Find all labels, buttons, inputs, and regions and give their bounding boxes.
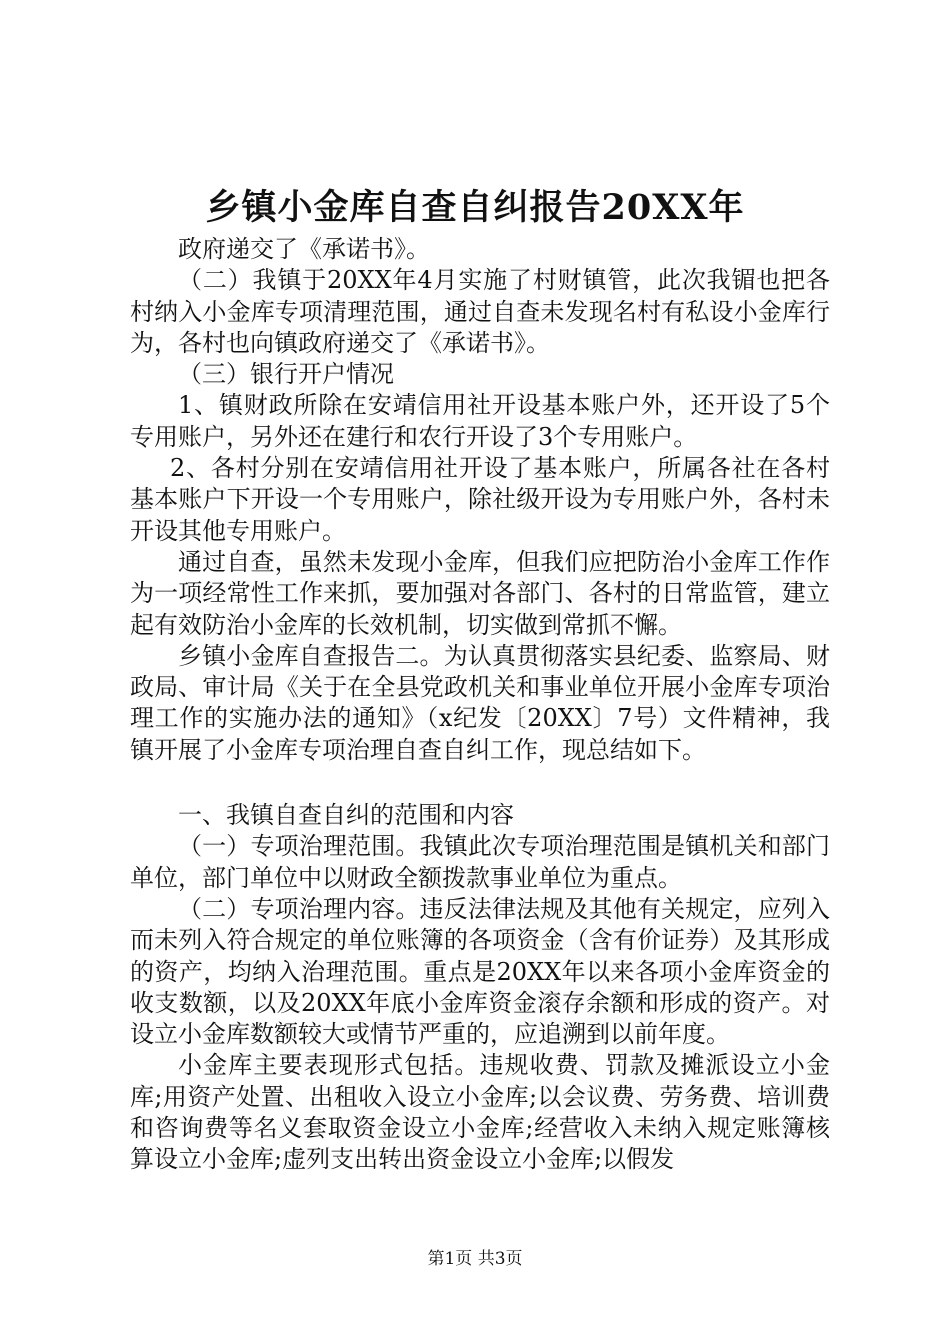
paragraph: 通过自查，虽然未发现小金库，但我们应把防治小金库工作作为一项经常性工作来抓，要加强对各部门、各村的日常监管，建立起有效防治小金库的长效机制，切实做到常抓不懈。 [130,547,830,639]
paragraph: 2、各村分别在安靖信用社开设了基本账户，所属各社在各村基本账户下开设一个专用账户，除社级开设为专用账户外，各村未开设其他专用账户。 [130,454,830,545]
paragraph: 乡镇小金库自查报告二。为认真贯彻落实县纪委、监察局、财政局、审计局《关于在全县党政机关和事业单位开展小金库专项治理工作的实施办法的通知》（x纪发〔20XX〕7号）文件精神，我镇开展了小金库专项治理自查自纠工作，现总结如下。 [130,641,830,764]
paragraph: 政府递交了《承诺书》。 [178,235,430,263]
paragraph: （二）我镇于20XX年4月实施了村财镇管，此次我镅也把各村纳入小金库专项清理范围，通过自查未发现名村有私设小金库行为，各村也向镇政府递交了《承诺书》。 [130,266,830,357]
paragraph: 小金库主要表现形式包括。违规收费、罚款及摊派设立小金库;用资产处置、出租收入设立小金库;以会议费、劳务费、培训费和咨询费等名义套取资金设立小金库;经营收入未纳入规定账簿核算设立小金库;虚列支出转出资金设立小金库;以假发 [130,1051,830,1174]
page-footer: 第1页 共3页 [427,1249,523,1269]
paragraph: 1、镇财政所除在安靖信用社开设基本账户外，还开设了5个专用账户，另外还在建行和农行开设了3个专用账户。 [130,391,830,451]
paragraph: （一）专项治理范围。我镇此次专项治理范围是镇机关和部门单位，部门单位中以财政全额拨款事业单位为重点。 [130,832,830,892]
paragraph: （三）银行开户情况 [178,360,394,389]
document-body [130,234,830,1176]
section-heading: 一、我镇自查自纠的范围和内容 [178,801,514,830]
document-title: 乡镇小金库自查自纠报告20XX年 [205,187,745,228]
paragraph: （二）专项治理内容。违反法律法规及其他有关规定，应列入而未列入符合规定的单位账簿的各项资金（含有价证券）及其形成的资产，均纳入治理范围。重点是20XX年以来各项小金库资金的收支数额，以及20XX年底小金库资金滚存余额和形成的资产。对设立小金库数额较大或情节严重的，应追溯到以前年度。 [130,894,830,1049]
